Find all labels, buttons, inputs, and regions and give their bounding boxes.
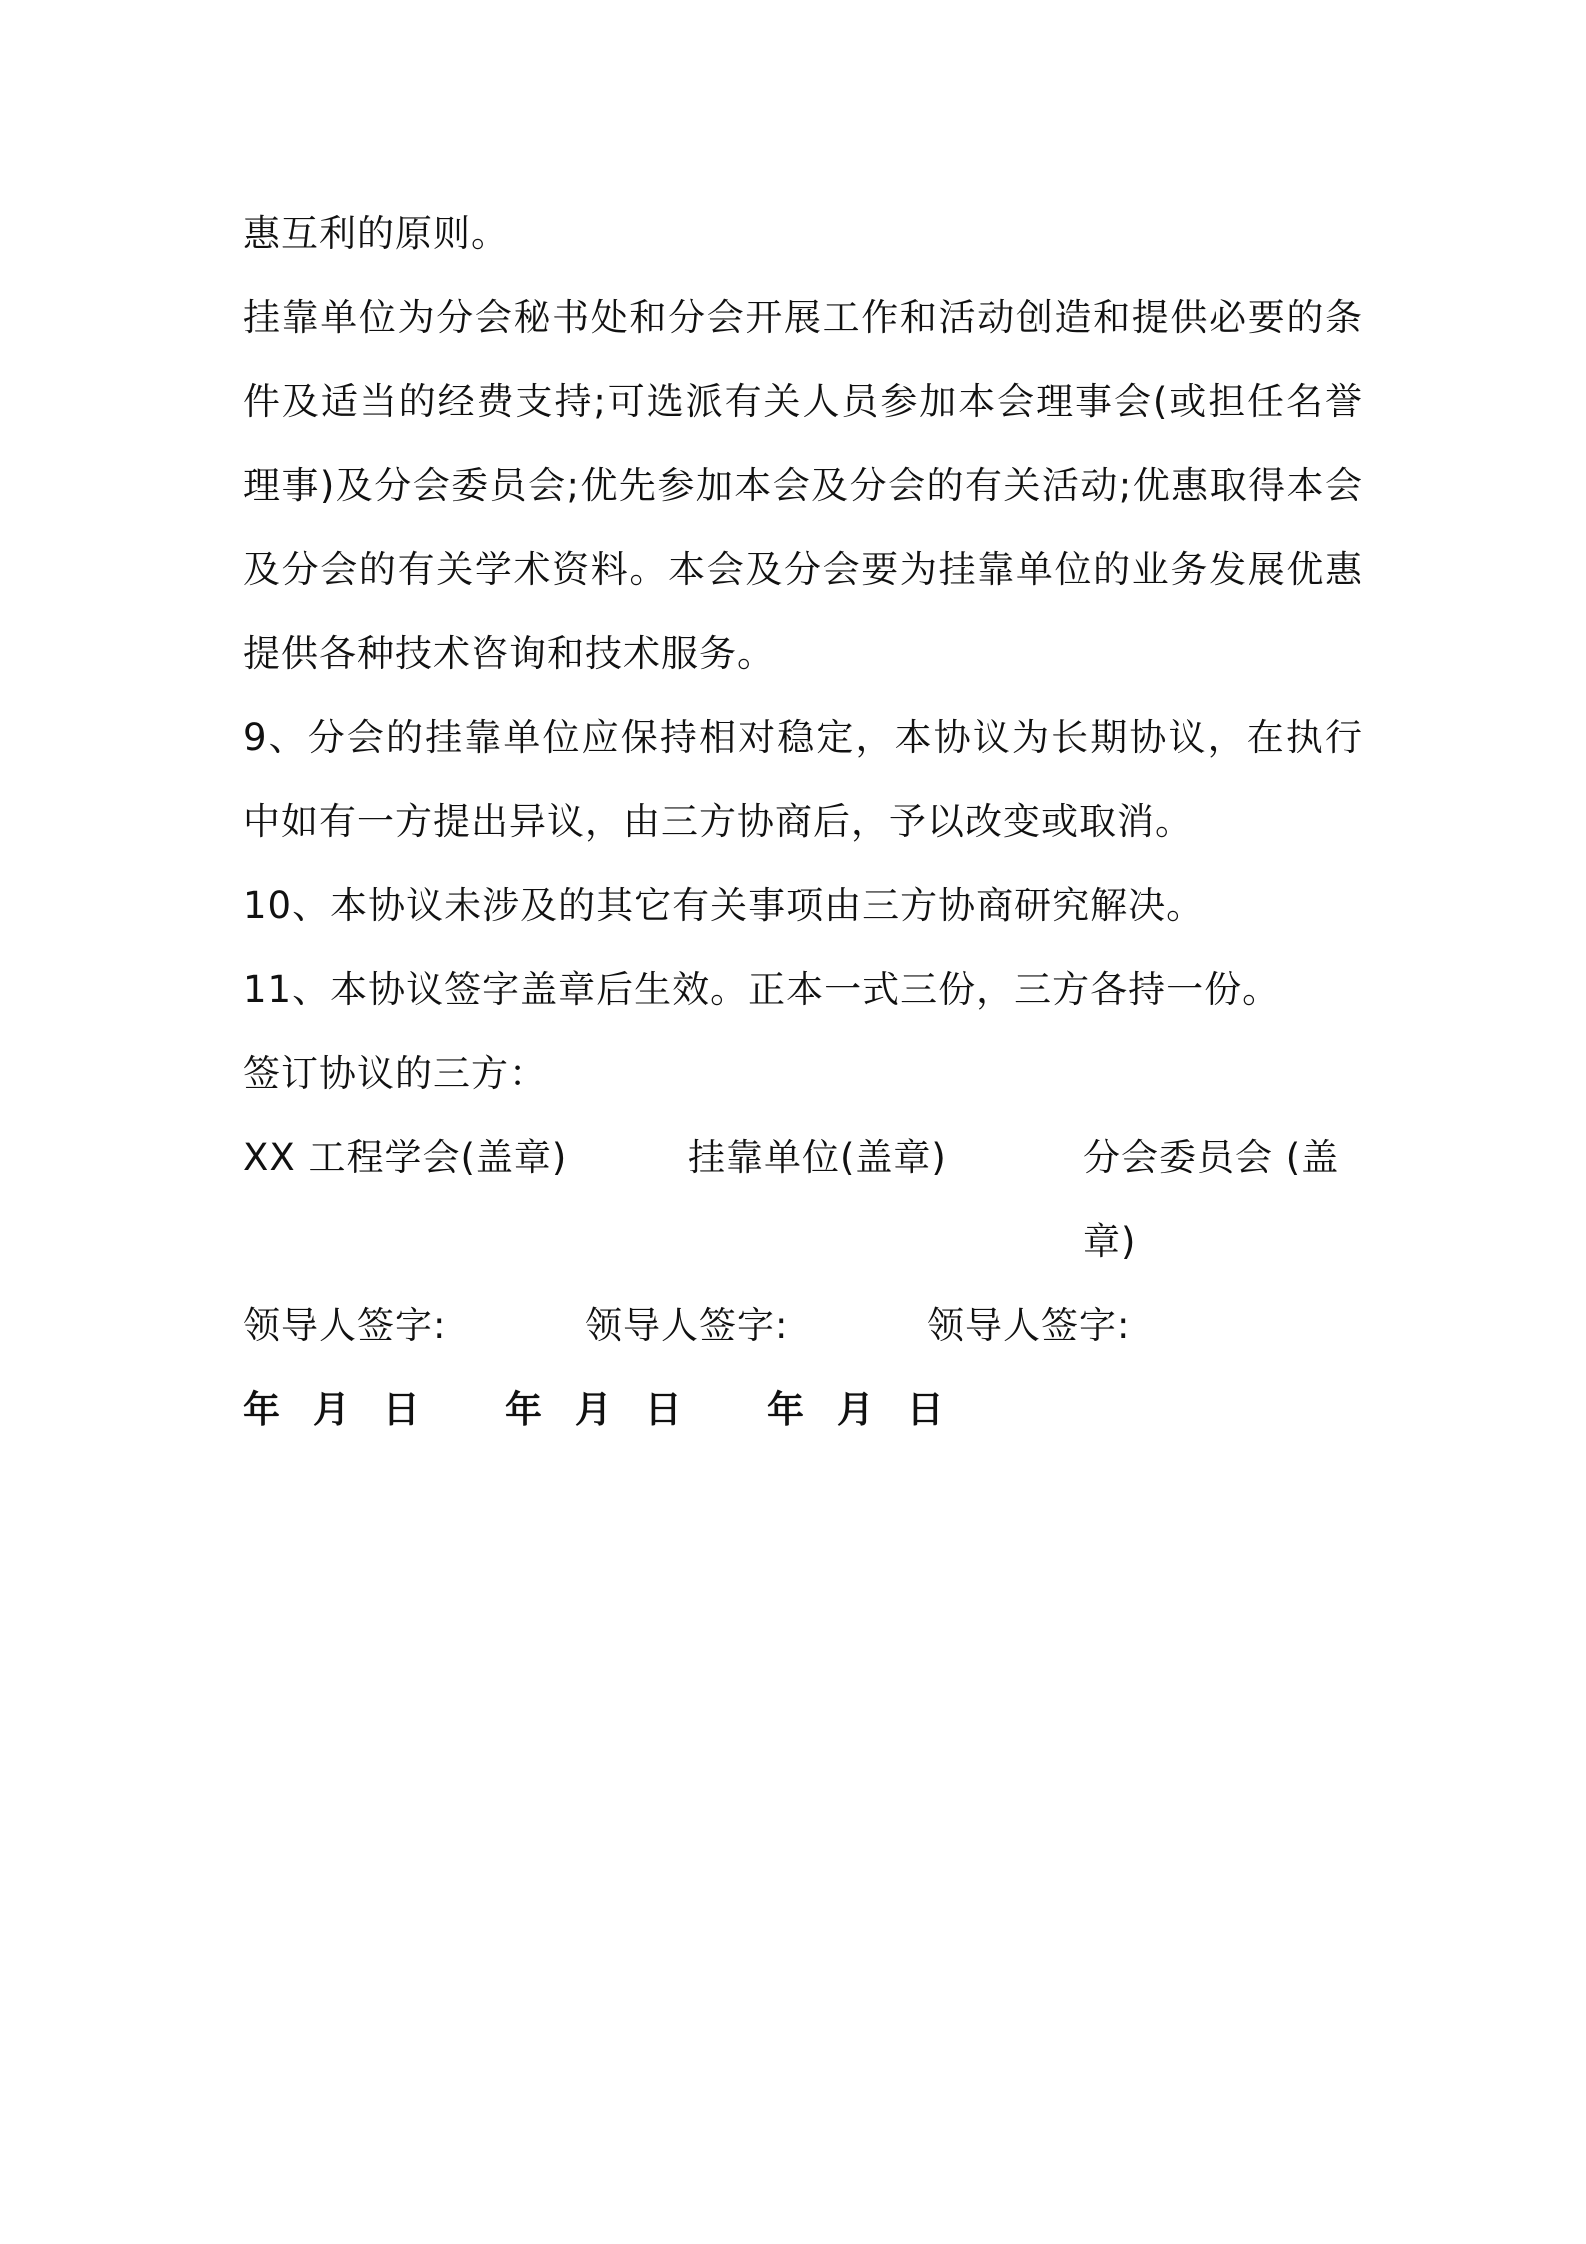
date-committee: 年 月 日 xyxy=(767,1388,945,1431)
clause-10: 10、本协议未涉及的其它有关事项由三方协商研究解决。 xyxy=(243,884,1205,927)
leader-signature-committee: 领导人签字: xyxy=(927,1304,1131,1347)
date-host-unit: 年 月 日 xyxy=(505,1388,683,1431)
stamp-host-unit: 挂靠单位(盖章) xyxy=(688,1136,947,1179)
stamp-row xyxy=(243,1116,1363,1284)
signing-parties-heading: 签订协议的三方： xyxy=(243,1052,547,1095)
leader-signature-society: 领导人签字: xyxy=(243,1304,447,1347)
clause-9: 9、分会的挂靠单位应保持相对稳定，本协议为长期协议，在执行中如有一方提出异议，由三方协商后，予以改变或取消。 xyxy=(243,716,1363,843)
stamp-society: XX 工程学会(盖章) xyxy=(243,1136,568,1179)
paragraph-principle-end: 惠互利的原则。 xyxy=(243,212,509,255)
leader-signature-row xyxy=(243,1284,1363,1368)
stamp-branch-committee: 分会委员会 (盖章) xyxy=(1083,1136,1340,1263)
date-row xyxy=(243,1368,1363,1452)
paragraph-host-unit-duties: 挂靠单位为分会秘书处和分会开展工作和活动创造和提供必要的条件及适当的经费支持;可选派有关人员参加本会理事会(或担任名誉理事)及分会委员会;优先参加本会及分会的有关活动;优惠取得本会及分会的有关学术资料。本会及分会要为挂靠单位的业务发展优惠提供各种技术咨询和技术服务。 xyxy=(243,296,1363,675)
date-society: 年 月 日 xyxy=(243,1388,421,1431)
leader-signature-host-unit: 领导人签字: xyxy=(585,1304,789,1347)
clause-11: 11、本协议签字盖章后生效。正本一式三份，三方各持一份。 xyxy=(243,968,1281,1011)
document-body xyxy=(243,192,1363,1452)
